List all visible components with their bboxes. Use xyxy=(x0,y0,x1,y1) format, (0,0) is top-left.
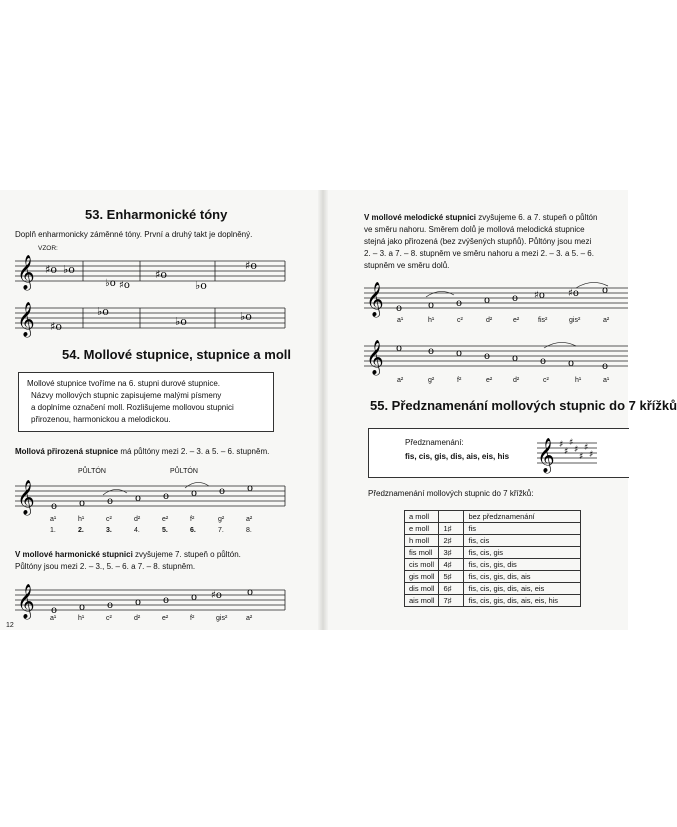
page-number: 12 xyxy=(6,622,14,629)
svg-text:o: o xyxy=(456,298,463,309)
degree-label: 3. xyxy=(106,527,112,534)
svg-text:♯o: ♯o xyxy=(45,263,57,276)
svg-text:o: o xyxy=(191,592,198,603)
note-label: fis² xyxy=(538,317,548,324)
note-label: e² xyxy=(513,317,520,324)
note-label: h¹ xyxy=(78,615,85,622)
note-label: f² xyxy=(457,377,462,384)
signature-box xyxy=(368,428,629,478)
staff-melodic-up xyxy=(364,282,628,318)
note-label: gis² xyxy=(216,615,228,622)
svg-text:o: o xyxy=(79,602,86,613)
note-label: c² xyxy=(106,516,112,523)
svg-text:o: o xyxy=(602,285,609,296)
staff-natural-minor xyxy=(15,480,285,516)
svg-text:♯o: ♯o xyxy=(50,320,62,333)
svg-text:o: o xyxy=(512,353,519,364)
melodic-scale-desc xyxy=(364,212,597,224)
svg-text:o: o xyxy=(219,486,226,497)
svg-text:♭o: ♭o xyxy=(105,278,116,289)
melodic-scale-name: V mollové melodické stupnici xyxy=(364,213,477,222)
table-header-row xyxy=(405,511,581,523)
natural-scale-desc xyxy=(15,446,269,458)
info-line-3: a doplníme označení moll. Rozlišujeme mollovou stupnici xyxy=(31,403,234,412)
table-cell: fis moll xyxy=(405,547,439,559)
degree-label: 1. xyxy=(50,527,56,534)
note-label: a¹ xyxy=(603,377,610,384)
table-cell: fis, cis, gis xyxy=(464,547,581,559)
note-label: h¹ xyxy=(575,377,582,384)
note-label: a² xyxy=(246,615,253,622)
note-label: c² xyxy=(106,615,112,622)
svg-text:♭o: ♭o xyxy=(97,305,109,318)
book-gutter xyxy=(318,190,328,630)
note-label: a¹ xyxy=(50,615,57,622)
harmonic-scale-desc xyxy=(15,549,241,561)
svg-text:♯: ♯ xyxy=(589,450,594,460)
svg-text:♯o: ♯o xyxy=(119,280,130,291)
table-cell: fis, cis, gis, dis, ais, eis xyxy=(464,583,581,595)
degree-label: 2. xyxy=(78,527,84,534)
svg-text:♭o: ♭o xyxy=(240,310,252,323)
degree-label: 7. xyxy=(218,527,224,534)
table-row xyxy=(405,547,581,559)
svg-text:♯: ♯ xyxy=(574,445,579,455)
note-label: gis² xyxy=(569,317,581,324)
section-55-title: 55. Předznamenání mollových stupnic do 7 křížků xyxy=(370,398,677,413)
svg-text:o: o xyxy=(107,600,114,611)
degree-label: 4. xyxy=(134,527,140,534)
vzor-label: VZOR: xyxy=(38,245,58,252)
table-cell: 2♯ xyxy=(439,535,464,547)
staff-melodic-down xyxy=(364,340,628,376)
note-label: e² xyxy=(162,516,169,523)
svg-text:♯: ♯ xyxy=(579,452,584,462)
note-label: d² xyxy=(513,377,520,384)
melodic-line-3: stejná jako přirozená (bez zvýšených stupňů). Půltóny jsou mezi xyxy=(364,237,592,246)
svg-text:o: o xyxy=(107,496,114,507)
table-cell: h moll xyxy=(405,535,439,547)
svg-text:♭o: ♭o xyxy=(195,279,207,292)
table-cell: 3♯ xyxy=(439,547,464,559)
melodic-line-5: stupněm ve směru dolů. xyxy=(364,261,450,270)
svg-text:o: o xyxy=(79,498,86,509)
note-label: d² xyxy=(134,516,141,523)
svg-text:♯: ♯ xyxy=(569,438,574,448)
table-cell: cis moll xyxy=(405,559,439,571)
svg-text:♭o: ♭o xyxy=(175,315,187,328)
harmonic-scale-name: V mollové harmonické stupnici xyxy=(15,550,133,559)
table-row xyxy=(405,571,581,583)
natural-scale-rest: má půltóny mezi 2. – 3. a 5. – 6. stupněm. xyxy=(118,447,270,456)
table-cell: e moll xyxy=(405,523,439,535)
treble-clef-icon: 𝄞 xyxy=(366,282,384,317)
table-cell: 7♯ xyxy=(439,595,464,607)
harmonic-scale-desc-2: Půltóny jsou mezi 2. – 3., 5. – 6. a 7. – 8. stupněm. xyxy=(15,562,196,571)
svg-text:♯o: ♯o xyxy=(534,290,545,301)
info-line-2: Názvy mollových stupnic zapisujeme malými písmeny xyxy=(31,391,222,400)
harmonic-scale-rest: zvyšujeme 7. stupeň o půltón. xyxy=(132,550,241,559)
svg-text:o: o xyxy=(484,295,491,306)
note-label: e² xyxy=(162,615,169,622)
info-line-1: Mollové stupnice tvoříme na 6. stupni durové stupnice. xyxy=(27,379,220,388)
table-cell: 4♯ xyxy=(439,559,464,571)
info-box xyxy=(18,372,274,432)
table-cell: fis, cis, gis, dis, ais xyxy=(464,571,581,583)
table-cell: a moll xyxy=(405,511,439,523)
svg-text:♯: ♯ xyxy=(564,447,569,457)
table-cell: fis, cis xyxy=(464,535,581,547)
key-signature-icon xyxy=(537,433,597,473)
note-label: f² xyxy=(190,516,195,523)
note-label: a² xyxy=(246,516,253,523)
info-line-4: přirozenou, harmonickou a melodickou. xyxy=(31,415,171,424)
svg-text:o: o xyxy=(163,595,170,606)
minor-keys-table xyxy=(404,510,581,607)
note-label: c² xyxy=(457,317,463,324)
table-cell xyxy=(439,511,464,523)
svg-text:o: o xyxy=(191,488,198,499)
note-label: h¹ xyxy=(78,516,85,523)
table-cell: 6♯ xyxy=(439,583,464,595)
treble-clef-icon: 𝄞 xyxy=(17,480,35,515)
table-row xyxy=(405,559,581,571)
degree-label: 5. xyxy=(162,527,168,534)
natural-scale-name: Mollová přirozená stupnice xyxy=(15,447,119,456)
table-cell: fis, cis, gis, dis xyxy=(464,559,581,571)
note-label: a¹ xyxy=(397,317,404,324)
note-label: d² xyxy=(134,615,141,622)
svg-text:o: o xyxy=(428,300,435,311)
table-row xyxy=(405,595,581,607)
table-cell: gis moll xyxy=(405,571,439,583)
svg-text:o: o xyxy=(135,597,142,608)
treble-clef-icon: 𝄞 xyxy=(17,302,35,337)
staff-enharmonic-1 xyxy=(15,255,285,295)
svg-text:♯o: ♯o xyxy=(568,288,579,299)
table-row xyxy=(405,523,581,535)
svg-text:♯o: ♯o xyxy=(211,590,222,601)
svg-text:o: o xyxy=(484,351,491,362)
note-label: h¹ xyxy=(428,317,435,324)
svg-text:♯: ♯ xyxy=(584,443,589,453)
svg-text:♯: ♯ xyxy=(559,440,564,450)
table-cell: fis xyxy=(464,523,581,535)
note-label: a² xyxy=(603,317,610,324)
degree-label: 8. xyxy=(246,527,252,534)
svg-text:o: o xyxy=(163,491,170,502)
table-row xyxy=(405,583,581,595)
section-55-title-wrap xyxy=(370,398,677,413)
table-cell: fis, cis, gis, dis, ais, eis, his xyxy=(464,595,581,607)
svg-text:o: o xyxy=(456,348,463,359)
note-label: f² xyxy=(190,615,195,622)
section-53-instruction: Doplň enharmonicky záměnné tóny. První a druhý takt je doplněný. xyxy=(15,230,253,239)
treble-clef-icon: 𝄞 xyxy=(17,255,35,290)
svg-text:o: o xyxy=(247,483,254,494)
predznamenani-label: Předznamenání: xyxy=(405,438,464,447)
table-cell: ais moll xyxy=(405,595,439,607)
svg-text:𝄞: 𝄞 xyxy=(537,438,555,473)
predznamenani-list: fis, cis, gis, dis, ais, eis, his xyxy=(405,452,510,461)
pulton-label-1: PŮLTÓN xyxy=(78,468,106,475)
melodic-line-4: 2. – 3. a 7. – 8. stupněm ve směru nahoru a mezi 2. – 3. a 5. – 6. xyxy=(364,249,594,258)
svg-text:o: o xyxy=(247,587,254,598)
note-label: c² xyxy=(543,377,549,384)
svg-text:o: o xyxy=(51,501,58,512)
treble-clef-icon: 𝄞 xyxy=(366,340,384,375)
svg-text:o: o xyxy=(135,493,142,504)
section-54-title: 54. Mollové stupnice, stupnice a moll xyxy=(62,347,291,362)
note-label: a² xyxy=(397,377,404,384)
section-53-title: 53. Enharmonické tóny xyxy=(85,207,228,222)
table-cell: bez předznamenání xyxy=(464,511,581,523)
svg-text:o: o xyxy=(51,605,58,616)
table-cell: 1♯ xyxy=(439,523,464,535)
note-label: g² xyxy=(218,516,225,523)
degree-label: 6. xyxy=(190,527,196,534)
svg-text:o: o xyxy=(396,303,403,314)
svg-text:o: o xyxy=(568,358,575,369)
svg-text:o: o xyxy=(602,361,609,372)
table-cell: 5♯ xyxy=(439,571,464,583)
svg-text:♯o: ♯o xyxy=(245,259,257,272)
svg-text:o: o xyxy=(428,346,435,357)
melodic-line-1: zvyšujeme 6. a 7. stupeň o půltón xyxy=(476,213,598,222)
note-label: a¹ xyxy=(50,516,57,523)
svg-text:♭o: ♭o xyxy=(63,263,75,276)
svg-text:o: o xyxy=(396,343,403,354)
table-cell: dis moll xyxy=(405,583,439,595)
table-caption: Předznamenání mollových stupnic do 7 křížků: xyxy=(368,489,534,498)
table-row xyxy=(405,535,581,547)
svg-text:o: o xyxy=(512,293,519,304)
treble-clef-icon: 𝄞 xyxy=(17,584,35,619)
svg-text:o: o xyxy=(540,356,547,367)
svg-text:♯o: ♯o xyxy=(155,268,167,281)
pulton-label-2: PŮLTÓN xyxy=(170,468,198,475)
note-label: g² xyxy=(428,377,435,384)
staff-enharmonic-2 xyxy=(15,302,285,342)
note-label: e² xyxy=(486,377,493,384)
note-label: d² xyxy=(486,317,493,324)
melodic-line-2: ve směru nahoru. Směrem dolů je mollová melodická stupnice xyxy=(364,225,585,234)
